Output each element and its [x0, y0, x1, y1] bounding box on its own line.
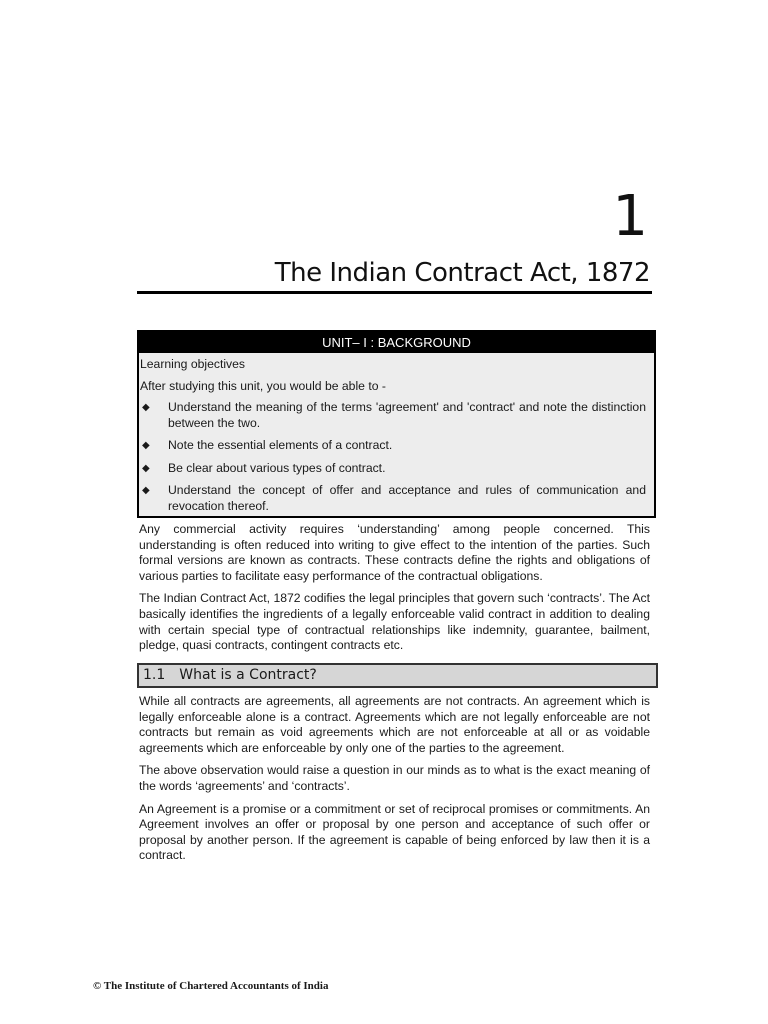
title-rule: [137, 291, 652, 294]
list-item: [140, 438, 646, 454]
paragraph: The Indian Contract Act, 1872 codifies the legal principles that govern such ‘contracts’. The Act basically identifies the ingredients of a legally enforceable valid contract in addition to dealing with certain special type of contractual relationships like indemnity, guarantee, bailment, pledge, quasi contracts, contingent contracts etc.: [139, 591, 650, 653]
list-item: [140, 483, 646, 514]
diamond-bullet-icon: ◆: [142, 402, 150, 413]
paragraph: While all contracts are agreements, all agreements are not contracts. An agreement which is legally enforceable alone is a contract. Agreements which are not legally enforceable are not contracts but remain as void agreements which are not enforceable at all or as voidable agreements which are enforceable by only one of the parties to the agreement.: [139, 694, 650, 755]
section-text: [139, 694, 650, 871]
paragraph: The above observation would raise a question in our minds as to what is the exact meaning of the words ‘agreements’ and ‘contracts’.: [139, 763, 650, 793]
objectives-body: [139, 353, 654, 514]
section-heading: [137, 663, 658, 688]
list-item: [140, 461, 646, 477]
chapter-title: The Indian Contract Act, 1872: [274, 258, 650, 288]
copyright-footer: © The Institute of Chartered Accountants of India: [93, 980, 329, 992]
objective-text: Understand the concept of offer and acceptance and rules of communication and revocation thereof.: [168, 483, 646, 513]
objective-text: Note the essential elements of a contract.: [168, 438, 393, 452]
diamond-bullet-icon: ◆: [142, 462, 150, 474]
objectives-heading: Learning objectives: [140, 357, 246, 371]
objectives-intro: After studying this unit, you would be able to -: [140, 378, 386, 393]
intro-text: [139, 522, 650, 661]
unit-header: UNIT– I : BACKGROUND: [139, 332, 654, 353]
learning-objectives-box: [137, 330, 656, 518]
objective-text: Be clear about various types of contract.: [168, 460, 386, 475]
objectives-list: [140, 400, 646, 514]
diamond-bullet-icon: ◆: [142, 485, 150, 496]
paragraph: An Agreement is a promise or a commitment or set of reciprocal promises or commitments. An Agreement involves an offer or proposal by one person and acceptance of such offer or proposal by another person. If the agreement is capable of being enforced by law then it is a contract.: [139, 801, 650, 863]
diamond-bullet-icon: ◆: [142, 440, 150, 451]
paragraph: Any commercial activity requires ‘understanding’ among people concerned. This understanding is often reduced into writing to give effect to the intention of the parties. Such formal versions are known as contracts. These contracts define the rights and obligations of various parties to facilitate easy performance of the contractual obligations.: [139, 522, 650, 583]
objective-text: Understand the meaning of the terms 'agreement' and 'contract' and note the distinction between the two.: [168, 400, 646, 430]
chapter-number: 1: [612, 184, 648, 249]
section-title: What is a Contract?: [179, 667, 317, 683]
list-item: [140, 400, 646, 431]
section-number: 1.1: [143, 667, 166, 683]
